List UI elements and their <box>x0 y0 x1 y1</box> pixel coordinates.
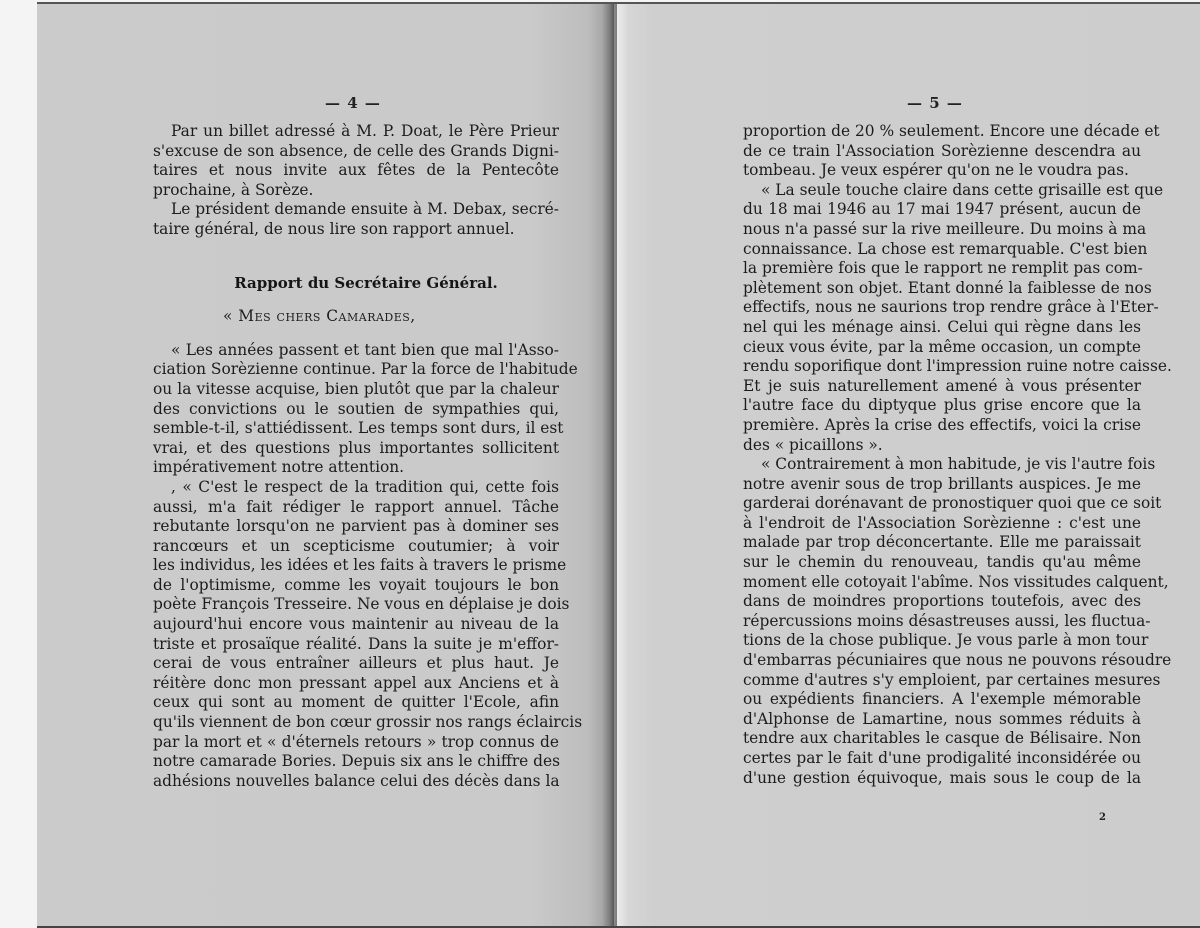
text-line: malade par trop déconcertante. Elle me paraissait <box>743 533 1141 552</box>
right-page <box>617 4 1200 926</box>
text-line: cerai de vous entraîner ailleurs et plus haut. Je <box>153 654 559 673</box>
text-line: nel qui les ménage ainsi. Celui qui règne dans les <box>743 317 1141 336</box>
text-line: impérativement notre attention. <box>153 458 405 477</box>
paragraph <box>153 477 583 792</box>
text-line: adhésions nouvelles balance celui des décès dans la <box>153 771 560 790</box>
text-line: nous n'a passé sur la rive meilleure. Du moins à ma <box>743 219 1147 238</box>
text-line: « Contrairement à mon habitude, je vis l'autre fois <box>761 455 1156 474</box>
text-line: ciation Sorèzienne continue. Par la force de l'habitude <box>153 360 578 379</box>
text-line: l'autre face du diptyque plus grise encore que la <box>743 396 1141 415</box>
text-line: ou la vitesse acquise, bien plutôt que par la chaleur <box>153 379 559 398</box>
text-line: du 18 mai 1946 au 17 mai 1947 présent, aucun de <box>743 200 1141 219</box>
text-line: dans de moindres proportions toutefois, avec des <box>743 592 1141 611</box>
text-line: tendre aux charitables le casque de Bélisaire. Non <box>743 729 1141 748</box>
text-line: vrai, et des questions plus importantes sollicitent <box>153 438 559 457</box>
salutation: « Mes chers Camarades, <box>223 307 416 326</box>
text-line: connaissance. La chose est remarquable. C'est bien <box>743 239 1148 258</box>
text-line: tombeau. Je veux espérer qu'on ne le voudra pas. <box>743 161 1129 180</box>
page-number-left: — 4 — <box>325 94 381 112</box>
paragraph <box>743 122 1160 181</box>
text-line: d'Alphonse de Lamartine, nous sommes réduits à <box>743 709 1141 728</box>
text-line: moment elle cotoyait l'abîme. Nos vissitudes calquent, <box>743 572 1169 591</box>
text-line: poète François Tresseire. Ne vous en déplaise je dois <box>153 595 570 614</box>
text-line: ceux qui sont au moment de quitter l'Ecole, afin <box>153 693 559 712</box>
left-page <box>37 4 617 926</box>
text-line: « La seule touche claire dans cette grisaille est que <box>761 180 1164 199</box>
paragraph <box>153 340 578 478</box>
text-line: , « C'est le respect de la tradition qui, cette fois <box>171 477 559 496</box>
text-line: plètement son objet. Etant donné la faiblesse de nos <box>743 278 1152 297</box>
text-line: « Les années passent et tant bien que mal l'Asso- <box>171 340 559 359</box>
left-page-body <box>153 122 583 791</box>
paragraph <box>153 200 559 239</box>
text-line: proportion de 20 % seulement. Encore une décade et <box>743 122 1160 140</box>
text-line: comme d'autres s'y emploient, par certaines mesures <box>743 670 1161 689</box>
text-line: de l'optimisme, comme les voyait toujours le bon <box>153 575 559 594</box>
text-line: prochaine, à Sorèze. <box>153 180 314 199</box>
text-line: semble-t-il, s'attiédissent. Les temps sont durs, il est <box>153 419 564 438</box>
text-line: la première fois que le rapport ne remplit pas com- <box>743 259 1143 278</box>
text-line: Et je suis naturellement amené à vous présenter <box>743 376 1141 395</box>
text-line: certes par le fait d'une prodigalité inconsidérée ou <box>743 749 1141 767</box>
paragraph <box>743 180 1172 455</box>
text-line: aussi, m'a fait rédiger le rapport annuel. Tâche <box>153 497 559 516</box>
signature-mark: 2 <box>1099 812 1106 823</box>
text-line: notre avenir sous de trop brillants auspices. Je me <box>743 474 1141 493</box>
paragraph <box>743 455 1172 788</box>
text-line: première. Après la crise des effectifs, voici la crise <box>743 415 1141 434</box>
text-line: triste et prosaïque réalité. Dans la suite je m'effor- <box>153 634 559 653</box>
text-line: d'embarras pécuniaires que nous ne pouvons résoudre <box>743 651 1172 670</box>
gutter-shadow <box>602 4 614 926</box>
text-line: sur le chemin du renouveau, tandis qu'au même <box>743 553 1141 572</box>
text-line: s'excuse de son absence, de celle des Grands Digni- <box>153 141 559 160</box>
book-spread <box>37 2 1200 928</box>
text-line: garderai dorénavant de pronostiquer quoi que ce soit <box>743 494 1162 513</box>
text-line: rebutante lorsqu'on ne parvient pas à dominer ses <box>153 517 559 536</box>
text-line: des « picaillons ». <box>743 435 883 454</box>
text-line: rancœurs et un scepticisme coutumier; à voir <box>153 536 559 555</box>
text-line: effectifs, nous ne saurions trop rendre grâce à l'Eter- <box>743 298 1159 317</box>
text-line: taires et nous invite aux fêtes de la Pentecôte <box>153 161 559 180</box>
text-line: Le président demande ensuite à M. Debax, secré- <box>171 200 559 219</box>
text-line: de ce train l'Association Sorèzienne descendra au <box>743 141 1141 160</box>
text-line: les individus, les idées et les faits à travers le prisme <box>153 556 567 575</box>
text-line: notre camarade Bories. Depuis six ans le chiffre des <box>153 752 561 771</box>
text-line: aujourd'hui encore vous maintenir au niveau de la <box>153 615 559 634</box>
text-line: réitère donc mon pressant appel aux Anciens et à <box>153 673 559 692</box>
text-line: cieux vous évite, par la même occasion, un compte <box>743 337 1141 356</box>
text-line: répercussions moins désastreuses aussi, les fluctua- <box>743 611 1151 630</box>
text-line: à l'endroit de l'Association Sorèzienne : c'est une <box>743 513 1141 532</box>
text-line: tions de la chose publique. Je vous parle à mon tour <box>743 631 1149 650</box>
text-line: ou expédients financiers. A l'exemple mémorable <box>743 690 1141 709</box>
text-line: rendu soporifique dont l'impression ruine notre caisse. <box>743 357 1172 376</box>
text-line: taire général, de nous lire son rapport annuel. <box>153 219 515 238</box>
text-line: Par un billet adressé à M. P. Doat, le Père Prieur <box>171 122 559 140</box>
page-number-right: — 5 — <box>907 94 963 112</box>
right-page-body <box>743 122 1172 788</box>
text-line: des convictions ou le soutien de sympathies qui, <box>153 399 559 418</box>
text-line: qu'ils viennent de bon cœur grossir nos rangs éclaircis <box>153 713 583 732</box>
section-heading: Rapport du Secrétaire Général. <box>234 273 498 292</box>
paragraph <box>153 122 559 200</box>
text-line: d'une gestion équivoque, mais sous le coup de la <box>743 768 1141 787</box>
text-line: par la mort et « d'éternels retours » trop connus de <box>153 732 559 751</box>
